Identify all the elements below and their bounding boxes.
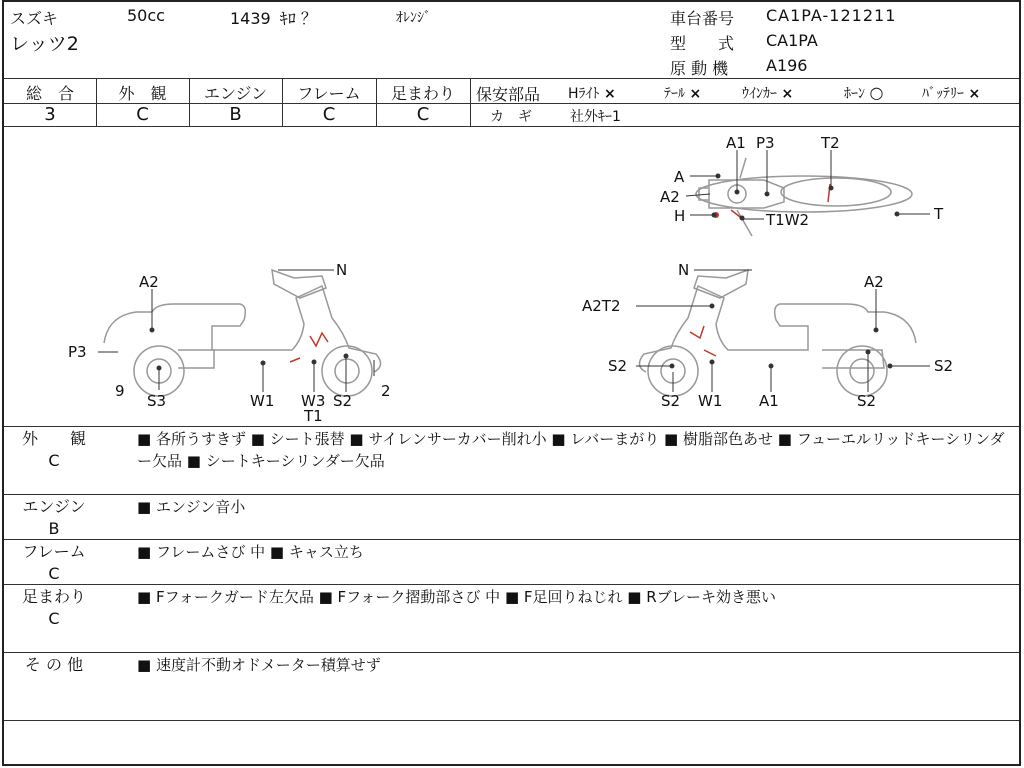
maker-name: スズキ: [10, 9, 59, 28]
divider: [470, 103, 1019, 104]
note-other-text: ■ 速度計不動オドメーター積算せず: [137, 656, 381, 674]
label-P3: P3: [68, 343, 87, 361]
label-S2: S2: [608, 357, 628, 375]
label-W1: W1: [250, 392, 275, 410]
label-A2: A2: [660, 188, 680, 206]
label-A2: A2: [139, 273, 159, 291]
label-W1: W1: [698, 392, 723, 410]
model-name: レッツ2: [10, 33, 79, 55]
divider: [4, 78, 1019, 79]
frame-no-label: 車台番号: [670, 9, 735, 28]
damage-diagram: [4, 128, 1023, 428]
label-A: A: [674, 168, 685, 186]
note-engine-category: エンジン B: [22, 497, 86, 538]
grade-overall-value: 3: [44, 104, 56, 125]
divider: [4, 720, 1019, 721]
note-engine-text: ■ エンジン音小: [137, 498, 246, 516]
label-S2: S2: [661, 392, 681, 410]
note-frame-category: フレーム C: [22, 542, 86, 583]
inspection-sheet: [2, 0, 1021, 766]
part-horn: ﾎｰﾝ ○: [844, 83, 884, 102]
label-A2T2: A2T2: [582, 297, 621, 315]
grade-frame-value: C: [322, 104, 336, 125]
note-suspension-text: ■ Fフォークガード左欠品 ■ Fフォーク摺動部さび 中 ■ F足回りねじれ ■ Rブレーキ効き悪い: [137, 588, 777, 606]
divider: [470, 78, 471, 126]
label-A1: A1: [726, 134, 746, 152]
label-N: N: [678, 261, 690, 279]
divider: [4, 652, 1019, 653]
label-N: N: [336, 261, 348, 279]
grade-overall-label: 総 合: [25, 84, 74, 103]
grade-suspension-label: 足まわり: [390, 84, 455, 103]
label-P3: P3: [756, 134, 775, 152]
mileage: [230, 6, 317, 29]
label-A2: A2: [864, 273, 884, 291]
damage-mark: [704, 350, 716, 356]
label-S2: S2: [934, 357, 954, 375]
part-taillight: ﾃｰﾙ ×: [664, 86, 702, 102]
engine-label: 原 動 機: [670, 59, 729, 78]
note-exterior-text: ■ 各所うすきず ■ シート張替 ■ サイレンサーカバー削れ小 ■ レバーまがり ■ 樹脂部色あせ ■ フューエルリッドキーシリンダー欠品 ■ シートキーシリンダー欠品: [137, 430, 1005, 470]
divider: [4, 126, 1019, 127]
grade-frame-label: フレーム: [297, 84, 361, 103]
label-S2: S2: [333, 392, 353, 410]
key-value: 社外ｷｰ1: [570, 109, 621, 125]
engine-value: A196: [766, 56, 808, 75]
label-T1: T1: [304, 407, 323, 425]
note-other-category: そ の 他: [24, 655, 84, 674]
mileage-unit: ｷﾛ ？: [279, 9, 317, 28]
part-battery: ﾊﾞｯﾃﾘｰ ×: [922, 86, 981, 102]
label-W3: W3: [301, 392, 326, 410]
damage-mark: [310, 333, 328, 346]
type-value: CA1PA: [766, 31, 818, 50]
divider: [4, 426, 1019, 427]
label-T1W2: T1W2: [766, 211, 810, 229]
grade-engine-value: B: [229, 104, 242, 125]
key-label: カ ギ: [490, 109, 532, 125]
grade-exterior-value: C: [136, 104, 149, 125]
grade-suspension-value: C: [416, 104, 430, 125]
displacement: 50cc: [127, 6, 165, 25]
note-frame-text: ■ フレームさび 中 ■ キャス立ち: [137, 543, 364, 561]
divider: [4, 584, 1019, 585]
divider: [4, 494, 1019, 495]
damage-mark: [290, 358, 300, 362]
label-9: 9: [115, 382, 125, 400]
label-2: 2: [381, 382, 391, 400]
part-winker: ｳｲﾝｶｰ ×: [742, 86, 794, 102]
part-headlight: Hﾗｲﾄ ×: [568, 86, 616, 102]
divider: [4, 539, 1019, 540]
label-S3: S3: [147, 392, 167, 410]
grade-exterior-label: 外 観: [118, 84, 167, 103]
type-label: 型 式: [670, 34, 735, 53]
note-exterior-category: 外 観 C: [21, 429, 86, 470]
label-S2: S2: [857, 392, 877, 410]
body-color: ｵﾚﾝｼﾞ: [396, 10, 431, 26]
label-H: H: [674, 207, 686, 225]
label-A1: A1: [759, 392, 779, 410]
frame-no: CA1PA-121211: [766, 6, 897, 25]
mileage-value: 1439: [230, 9, 271, 28]
damage-mark: [690, 326, 704, 338]
label-T: T: [934, 205, 944, 223]
grade-engine-label: エンジン: [203, 84, 268, 103]
note-suspension-category: 足まわり C: [21, 587, 86, 628]
safety-parts-label: 保安部品: [476, 85, 541, 104]
label-T2: T2: [821, 134, 840, 152]
